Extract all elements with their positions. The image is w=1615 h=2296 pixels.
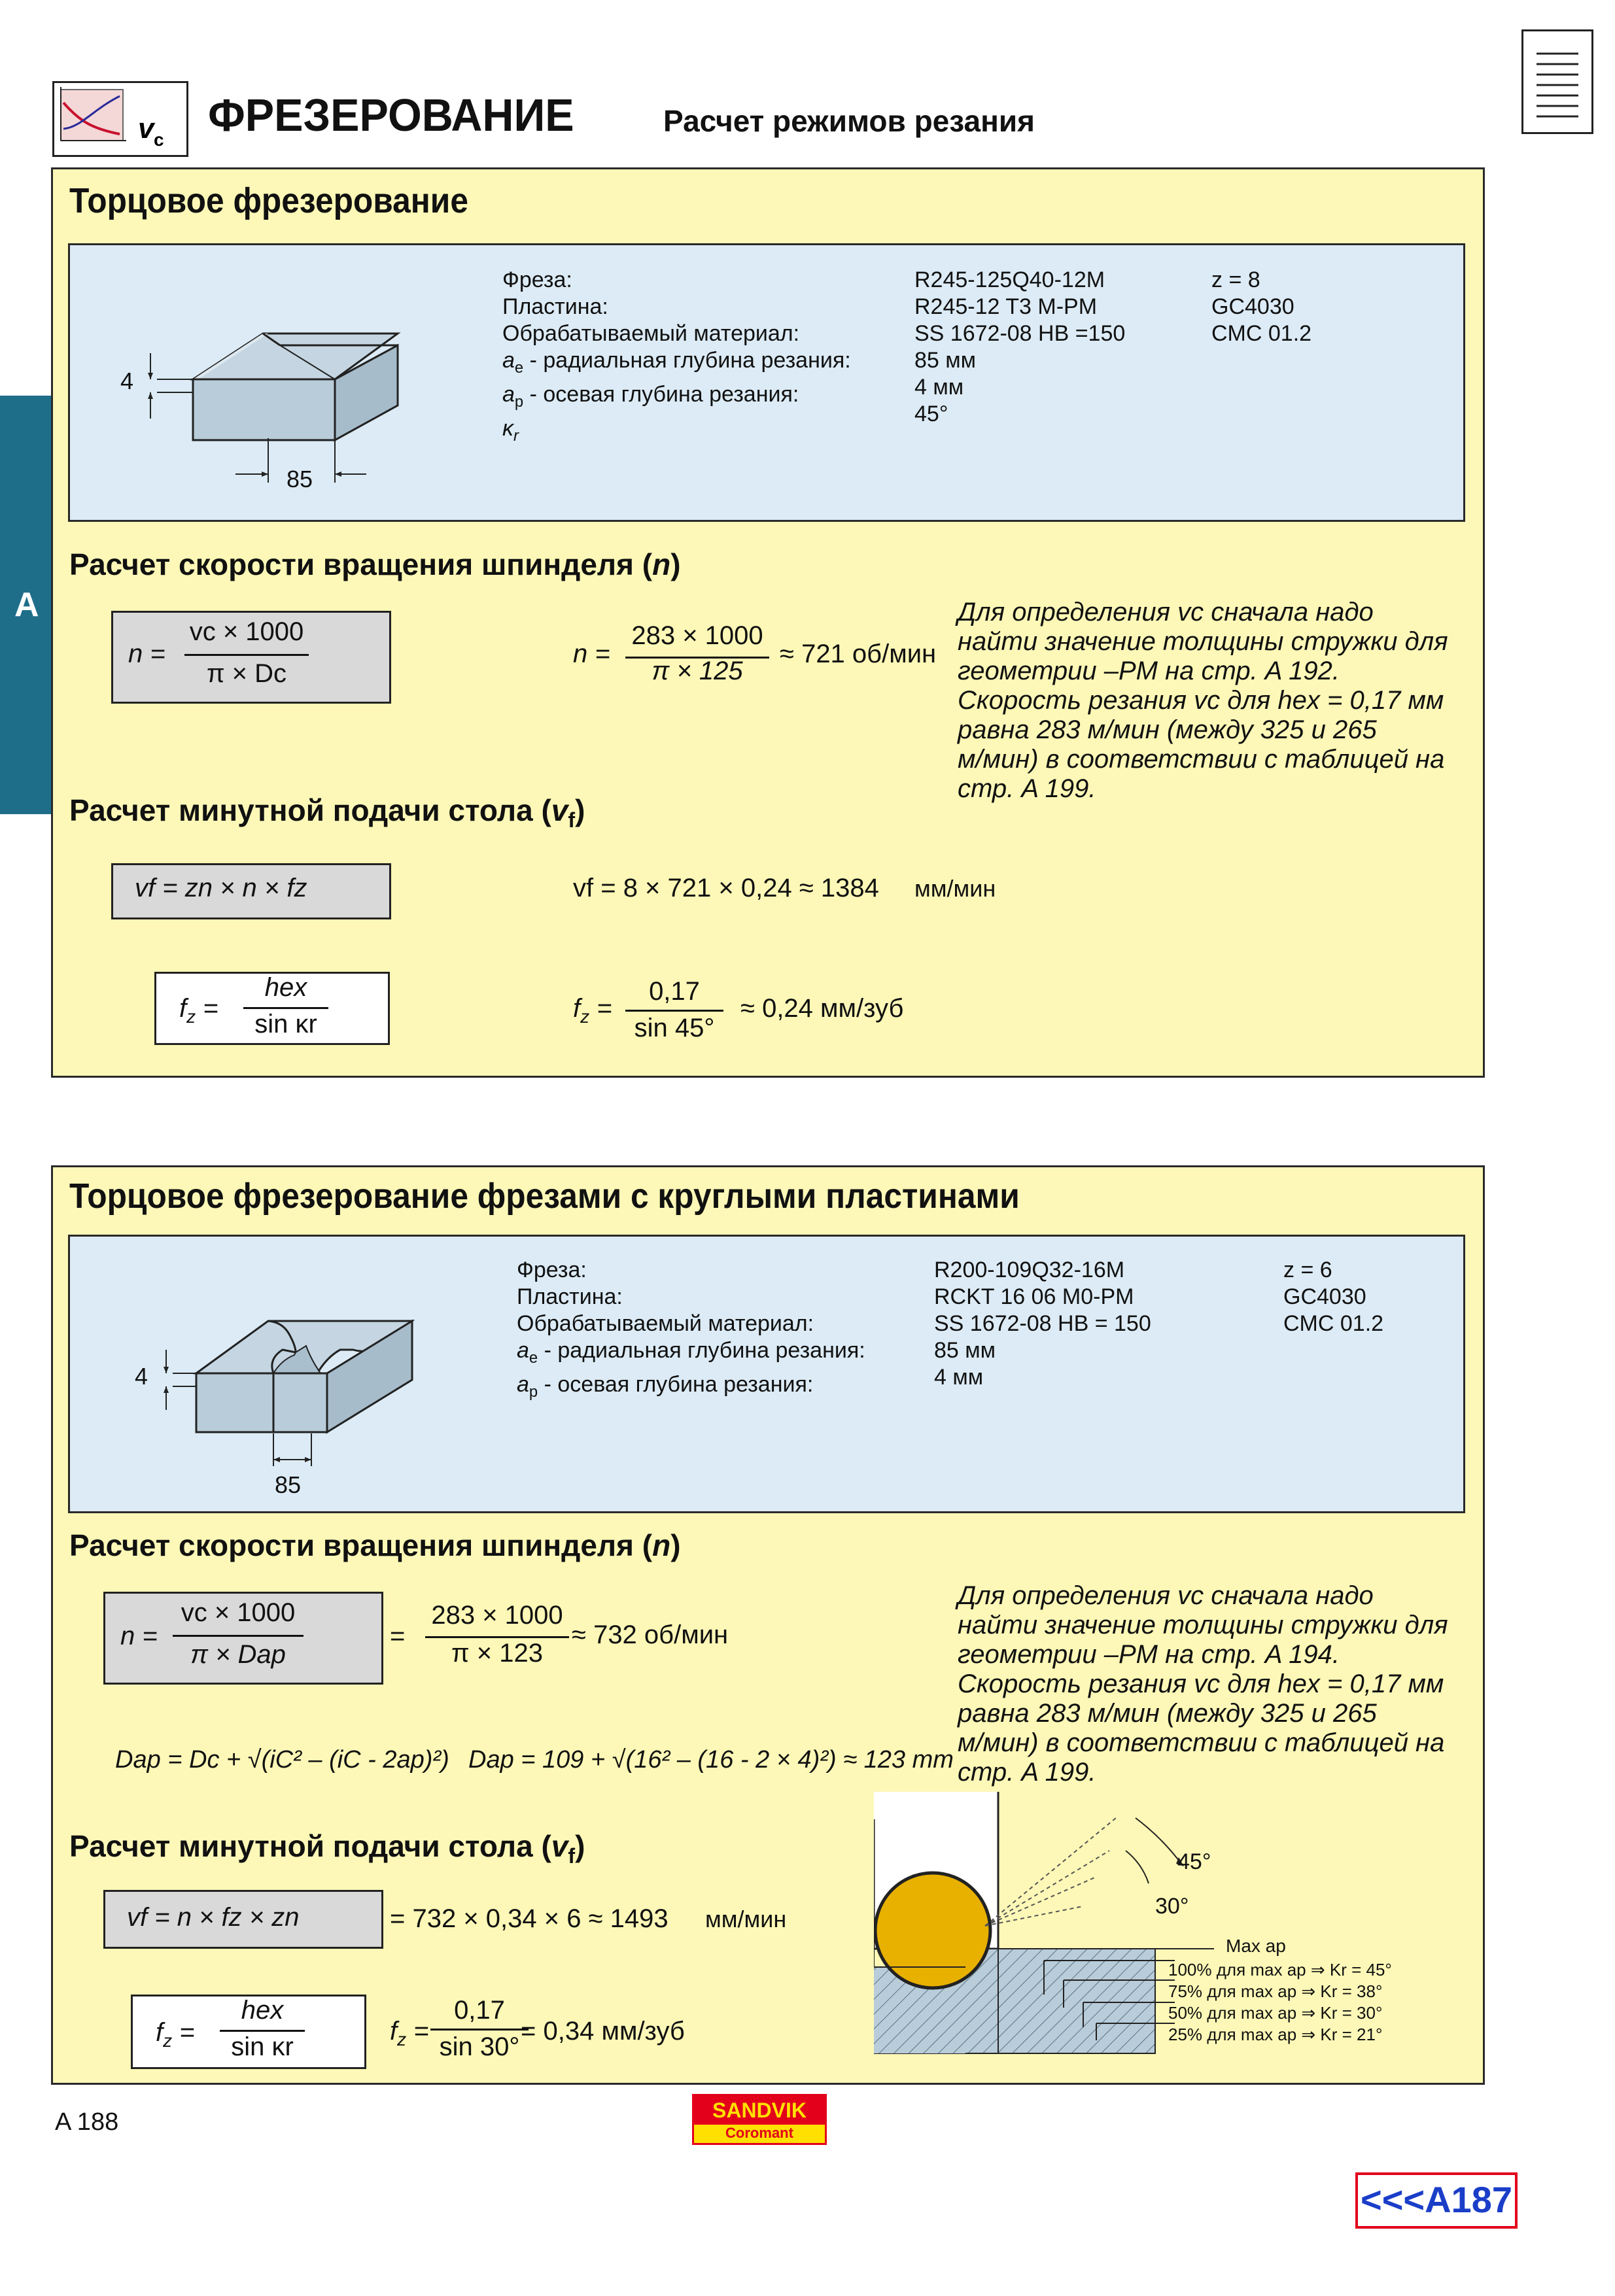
- spec-value-insert: RCKT 16 06 M0-PM: [934, 1284, 1134, 1309]
- spec-label-axial: - осевая глубина резания:: [544, 1371, 814, 1397]
- section1-n-calc-den: π × 125: [651, 657, 743, 685]
- section1-title: Торцовое фрезерование: [69, 181, 468, 220]
- spec-label-radial: - радиальная глубина резания:: [529, 348, 851, 373]
- section1-workpiece-diagram: [105, 314, 412, 510]
- section2-fz-formula-den: sin κr: [231, 2032, 294, 2061]
- spec-label-axial: - осевая глубина резания:: [529, 381, 799, 407]
- spec-teeth: z = 6: [1283, 1258, 1332, 1282]
- n-calc-label: n =: [573, 640, 610, 668]
- section1-n-calc-num: 283 × 1000: [631, 621, 763, 650]
- section2-fz-formula-num: hex: [241, 1996, 284, 2025]
- fraction-line: [430, 2029, 529, 2030]
- section1-fz-formula-den: sin κr: [254, 1010, 317, 1038]
- section2-dim-depth: 4: [135, 1363, 148, 1390]
- fz-calc-label: $f_z$ =: [573, 994, 612, 1027]
- spec-value-angle: 45°: [914, 402, 948, 426]
- section2-vf-formula-text: vf = n × fz × zn: [127, 1903, 300, 1932]
- spec-value-material: SS 1672-08 HB =150: [914, 321, 1126, 346]
- section2-note: Для определения vc сначала надо найти значение толщины стружки для геометрии –PM на стр. A 194. Скорость резания vc для hex = 0,17 мм равна 283 м/мин (между 325 и 265 м/мин) в соответствии с таблицей на стр. A 199.: [958, 1581, 1448, 1787]
- spec-cmc: CMC 01.2: [1283, 1311, 1384, 1336]
- spec-value-axial: 4 мм: [914, 375, 964, 400]
- spec-teeth: z = 8: [1211, 267, 1260, 292]
- sandvik-logo: SANDVIK Coromant: [692, 2094, 827, 2145]
- fraction-line: [220, 2030, 305, 2032]
- section1-vf-calc: vf = 8 × 721 × 0,24 ≈ 1384: [573, 874, 879, 902]
- spec-value-radial: 85 мм: [934, 1338, 996, 1363]
- diagram-angle-45: 45°: [1177, 1849, 1211, 1874]
- diagram-rows: 100% для max ap ⇒ Kr = 45° 75% для max ap ⇒ Kr = 38° 50% для max ap ⇒ Kr = 30° 25% для max ap ⇒ Kr = 21°: [1168, 1960, 1392, 2044]
- spec-label-insert: Пластина:: [502, 294, 608, 319]
- section1-spec-labels: Фреза: Пластина: Обрабатываемый материал: $a_e$ - радиальная глубина резания: $a_p$ - осевая глубина резания: $\kappa_r$: [502, 267, 851, 445]
- spec-label-cutter: Фреза:: [517, 1258, 587, 1282]
- svg-text:v: v: [138, 112, 154, 145]
- diagram-max-ap: Max ap: [1226, 1936, 1286, 1956]
- spec-label-material: Обрабатываемый материал:: [502, 321, 800, 346]
- page-subtitle: Расчет режимов резания: [663, 104, 1035, 138]
- back-link-a187[interactable]: <<<A187: [1355, 2172, 1518, 2229]
- section2-workpiece-diagram: [111, 1282, 419, 1491]
- fraction-line: [173, 1635, 304, 1637]
- section2-dap-formula: Dap = Dc + √(iC² – (iC - 2ap)²): [115, 1746, 449, 1773]
- section2-fz-calc-num: 0,17: [454, 1996, 505, 2025]
- section1-vf-unit: мм/мин: [914, 875, 996, 902]
- section2-dap-calc: Dap = 109 + √(16² – (16 - 2 × 4)²) ≈ 123 mm: [468, 1746, 954, 1773]
- fraction-line: [243, 1007, 328, 1009]
- spec-value-material: SS 1672-08 HB = 150: [934, 1311, 1151, 1336]
- page-number: A 188: [55, 2108, 119, 2136]
- equals-sign: =: [390, 1622, 406, 1651]
- section2-fz-result: = 0,34 мм/зуб: [521, 2017, 685, 2046]
- section2-vf-calc: = 732 × 0,34 × 6 ≈ 1493: [390, 1904, 669, 1933]
- section2-n-formula-num: vc × 1000: [181, 1598, 296, 1627]
- spec-grade: GC4030: [1283, 1284, 1366, 1309]
- section1-vf-formula-text: vf = zn × n × fz: [135, 874, 307, 902]
- spec-value-axial: 4 мм: [934, 1365, 984, 1390]
- spec-label-radial: - радиальная глубина резания:: [544, 1338, 865, 1363]
- section2-dim-width: 85: [275, 1471, 302, 1498]
- spec-label-insert: Пластина:: [517, 1284, 623, 1309]
- n-label: n =: [128, 640, 165, 668]
- spec-value-cutter: R200-109Q32-16M: [934, 1258, 1125, 1282]
- section1-fz-calc-num: 0,17: [649, 977, 700, 1006]
- section1-n-formula-num: vc × 1000: [189, 617, 304, 646]
- section1-note: Для определения vc сначала надо найти значение толщины стружки для геометрии –PM на стр. A 192. Скорость резания vc для hex = 0,17 мм равна 283 м/мин (между 325 и 265 м/мин) в соответствии с таблицей на стр. A 199.: [958, 598, 1448, 803]
- section2-n-calc-den: π × 123: [451, 1639, 543, 1668]
- fz-calc-label: $f_z$ =: [390, 2017, 429, 2049]
- section1-spec-values: [914, 267, 1125, 428]
- section2-fz-calc-den: sin 30°: [439, 2032, 520, 2061]
- section2-spec-extra: [1283, 1257, 1383, 1337]
- section1-fz-calc-den: sin 45°: [634, 1014, 715, 1042]
- section2-spindle-heading: Расчет скорости вращения шпинделя (n): [69, 1528, 681, 1562]
- spec-value-insert: R245-12 T3 M-PM: [914, 294, 1098, 319]
- section1-feed-heading: Расчет минутной подачи стола $(v_f)$: [69, 793, 585, 832]
- side-tab-label: A: [14, 586, 39, 624]
- diagram-angle-30: 30°: [1155, 1894, 1189, 1919]
- section1-n-result: ≈ 721 об/мин: [780, 640, 937, 668]
- spec-value-cutter: R245-125Q40-12M: [914, 267, 1105, 292]
- section2-feed-heading: Расчет минутной подачи стола $(v_f)$: [69, 1829, 585, 1868]
- spec-value-radial: 85 мм: [914, 348, 977, 373]
- page-title: ФРЕЗЕРОВАНИЕ: [208, 90, 574, 141]
- fz-label: $f_z$ =: [179, 994, 218, 1027]
- section2-n-calc-num: 283 × 1000: [431, 1601, 563, 1630]
- section1-fz-formula-num: hex: [264, 973, 307, 1002]
- section2-spec-labels: Фреза: Пластина: Обрабатываемый материал: $a_e$ - радиальная глубина резания: $a_p$ - осевая глубина резания:: [517, 1258, 865, 1401]
- section1-n-formula-den: π × Dc: [206, 659, 287, 688]
- header-icon-box: [52, 81, 188, 157]
- section2-n-result: ≈ 732 об/мин: [572, 1620, 729, 1649]
- spec-label-material: Обрабатываемый материал:: [517, 1311, 814, 1336]
- spec-grade: GC4030: [1211, 294, 1294, 319]
- document-icon[interactable]: [1521, 29, 1593, 134]
- section2-spec-values: [934, 1257, 1151, 1391]
- spec-cmc: CMC 01.2: [1211, 321, 1312, 346]
- n-label: n =: [120, 1622, 158, 1651]
- section2-n-formula-den: π × Dap: [190, 1640, 286, 1669]
- section2-title: Торцовое фрезерование фрезами с круглыми пластинами: [69, 1176, 1020, 1216]
- section1-dim-depth: 4: [120, 368, 134, 394]
- section1-spindle-heading: Расчет скорости вращения шпинделя (n): [69, 547, 681, 581]
- section1-spec-extra: [1211, 267, 1311, 347]
- section1-fz-result: ≈ 0,24 мм/зуб: [740, 994, 904, 1023]
- fraction-line: [425, 1636, 569, 1638]
- fraction-line: [184, 654, 309, 656]
- section2-vf-unit: мм/мин: [705, 1906, 787, 1932]
- fraction-line: [625, 1010, 723, 1012]
- section1-dim-width: 85: [287, 466, 313, 492]
- cutting-speed-chart-icon: [54, 83, 186, 155]
- svg-text:c: c: [154, 129, 164, 150]
- fz-label: $f_z$ =: [156, 2018, 195, 2051]
- spec-label-cutter: Фреза:: [502, 267, 572, 292]
